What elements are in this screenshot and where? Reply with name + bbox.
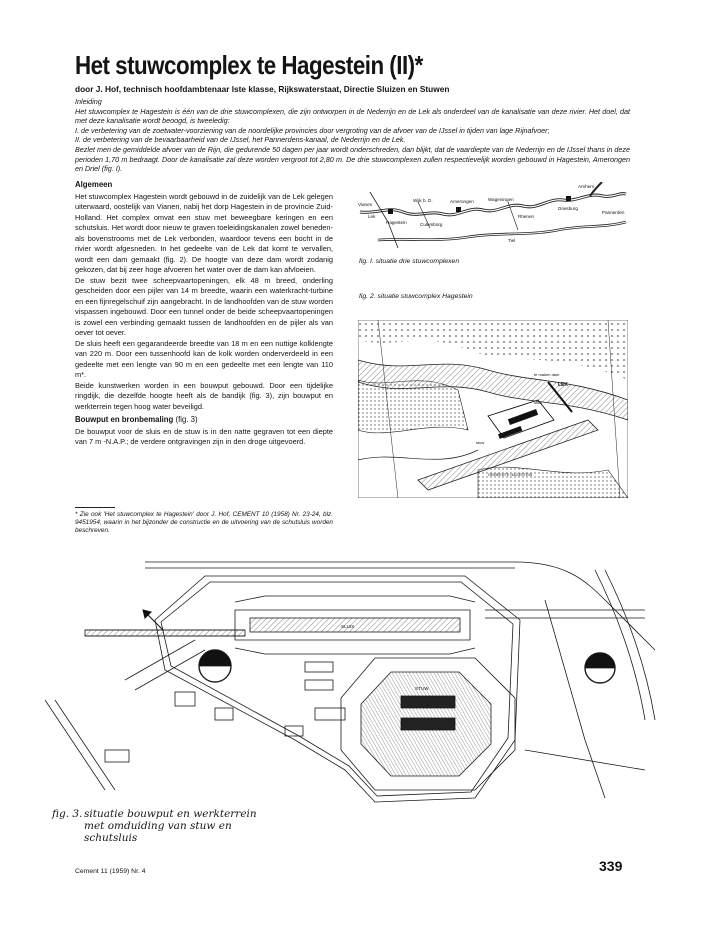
intro-point-1: I. de verbetering van de zoetwater-voorziening van de noordelijke provincies door vergroting van de afvoer van de IJssel in tijden van lage Rijnafvoer;	[75, 125, 550, 135]
figure-3-caption-label: fig. 3.	[52, 808, 83, 820]
figure-2-site-plan	[358, 320, 628, 498]
map-label: Tiel	[508, 238, 516, 243]
map-label: Lek	[368, 214, 376, 219]
figure-3-site-plan	[45, 540, 665, 808]
body-paragraph: De stuw bezit twee scheepvaartopeningen, elk 48 m breed, onderling gescheiden door een pijler van 14 m breedte, waarin een waterkracht-turbine en een fijnregelschuif zijn aangebracht. In de landhoofden van de stuw worden vispassen ingebouwd. Door een tunnel onder de beide scheepvaartopeningen is zowel een verbinding gemaakt tussen de landhoofden en de pijler als van oever tot oever.	[75, 275, 333, 337]
article-byline: door J. Hof, technisch hoofdambtenaar lste klasse, Rijkswaterstaat, Directie Sluizen en Stuwen	[75, 84, 450, 94]
figure-3-caption-line: schutsluis	[84, 832, 138, 844]
map-label: Arnhem	[578, 184, 595, 189]
intro-paragraph: Bezlet men de gemiddelde afvoer van de Rijn, die gedurende 50 dagen per jaar wordt onderschreden, dan blijkt, dat de vaardiepte van de Nederrijn en de IJssel thans in deze perioden 1,70 m bedraagt. Door de kanalisatie zal deze worden vergroot tot 2,80 m. De drie stuwcomplexen zullen respectievelijk worden gebouwd in Hagestein, Amerongen en Driel (fig. I).	[75, 144, 630, 174]
plan-label-sluis: SLUIS	[341, 624, 355, 629]
section-heading-ref: (fig. 3)	[173, 415, 198, 424]
intro-point-2: II. de verbetering van de bevaarbaarheid van de IJssel, het Pannerdens-kanaal, de Nederrijn en de Lek.	[75, 135, 406, 145]
plan-label: te maken dam	[534, 372, 560, 377]
map-label: Wijk b. D.	[413, 198, 433, 203]
intro-block	[75, 97, 630, 174]
section-heading-text: Bouwput en bronbemaling	[75, 415, 174, 424]
plan-label: stuw	[476, 440, 485, 445]
body-paragraph: De bouwput voor de sluis en de stuw is in den natte gegraven tot een diepte van 7 m -N.A.P.; de verdere ontgravingen zijn in den droge uitgevoerd.	[75, 426, 333, 446]
map-label: Hagestein	[386, 220, 407, 225]
footnote-rule	[75, 507, 115, 508]
plan-label-stuw: STUW	[415, 686, 429, 691]
figure-1-caption: fig. I. situatie drie stuwcomplexen	[359, 258, 460, 265]
map-label: Culemborg	[420, 222, 443, 227]
map-label: Vianen	[358, 202, 373, 207]
map-label: Wageningen	[488, 197, 514, 202]
body-column	[75, 180, 333, 448]
section-heading-algemeen: Algemeen	[75, 180, 113, 189]
intro-paragraph: Het stuwcomplex te Hagestein is één van de drie stuwcomplexen, die zijn ontworpen in de Nederrijn en de Lek als onderdeel van de kanalisatie van deze rivier. Het doel, dat met deze kanalisatie wordt beoogd, is tweeledig:	[75, 106, 630, 126]
figure-1-map	[358, 182, 628, 250]
figure-3-caption	[52, 808, 257, 844]
river-waal	[378, 222, 626, 240]
figure-2-caption: fig. 2. situatie stuwcomplex Hagestein	[359, 293, 473, 300]
plan-label: LEK	[558, 382, 568, 388]
body-paragraph: De sluis heeft een gegarandeerde breedte van 18 m en een nuttige kolklengte van 220 m. Door een tussenhoofd kan de kolk worden onderverdeeld in een gedeelte met een lengte van 90 m en een gedeelte met een lengte van 110 m*.	[75, 338, 333, 379]
map-label: Rhenen	[518, 214, 535, 219]
section-heading-bouwput	[75, 415, 333, 426]
north-arrow	[143, 610, 163, 630]
plan-label: GEMEENTE HAGESTEIN	[488, 473, 533, 477]
article-title: Het stuwcomplex te Hagestein (II)*	[75, 50, 423, 80]
page-number: 339	[599, 858, 623, 874]
map-label: Pannerden	[602, 210, 625, 215]
figure-3-caption-line: situatie bouwput en werkterrein	[84, 808, 257, 820]
body-paragraph: Het stuwcomplex Hagestein wordt gebouwd in de zuidelijk van de Lek gelegen uiterwaard, oostelijk van Vianen, nabij het dorp Hagestein in de provincie Zuid-Holland. Het complex omvat een stuw met beweegbare keringen en een schutsluis. Het wordt door nieuw te graven toeleidingskanalen zowel beneden- als bovenstrooms met de Lek verbonden, waardoor tevens een bocht in de rivier wordt afgesneden. In het gedeelte van de Lek dat komt te vervallen, wordt een dam gemaakt (fig. 2). De hoogte van deze dam wordt zodanig gekozen, dat bij zeer hoge afvoeren het water over de dam kan afvloeien.	[75, 191, 333, 274]
weir-marker-driel	[566, 196, 571, 201]
body-paragraph: Beide kunstwerken worden in een bouwput gebouwd. Door een tijdelijke ringdijk, die dezelfde hoogte heeft als de bandijk (fig. 3), zijn bouwput en werkterrein tegen hoog water beveiligd.	[75, 380, 333, 411]
plan-label: sluis	[534, 400, 543, 405]
map-label: Amerongen	[450, 199, 474, 204]
weir-marker-amerongen	[456, 207, 461, 212]
intro-heading: Inleiding	[75, 97, 102, 106]
figure-3-caption-line: met omduiding van stuw en	[84, 820, 232, 832]
journal-reference: Cement 11 (1959) Nr. 4	[75, 868, 146, 875]
map-label: Doesburg	[558, 206, 578, 211]
footnote: * Zie ook 'Het stuwcomplex te Hagestein' door J. Hof, CEMENT 10 (1958) Nr. 23-24, blz. 9451954, waarin in het bijzonder de constructie en de uitvoering van de schutsluis worden beschreven.	[75, 511, 333, 535]
weir-marker-hagestein	[388, 209, 393, 214]
